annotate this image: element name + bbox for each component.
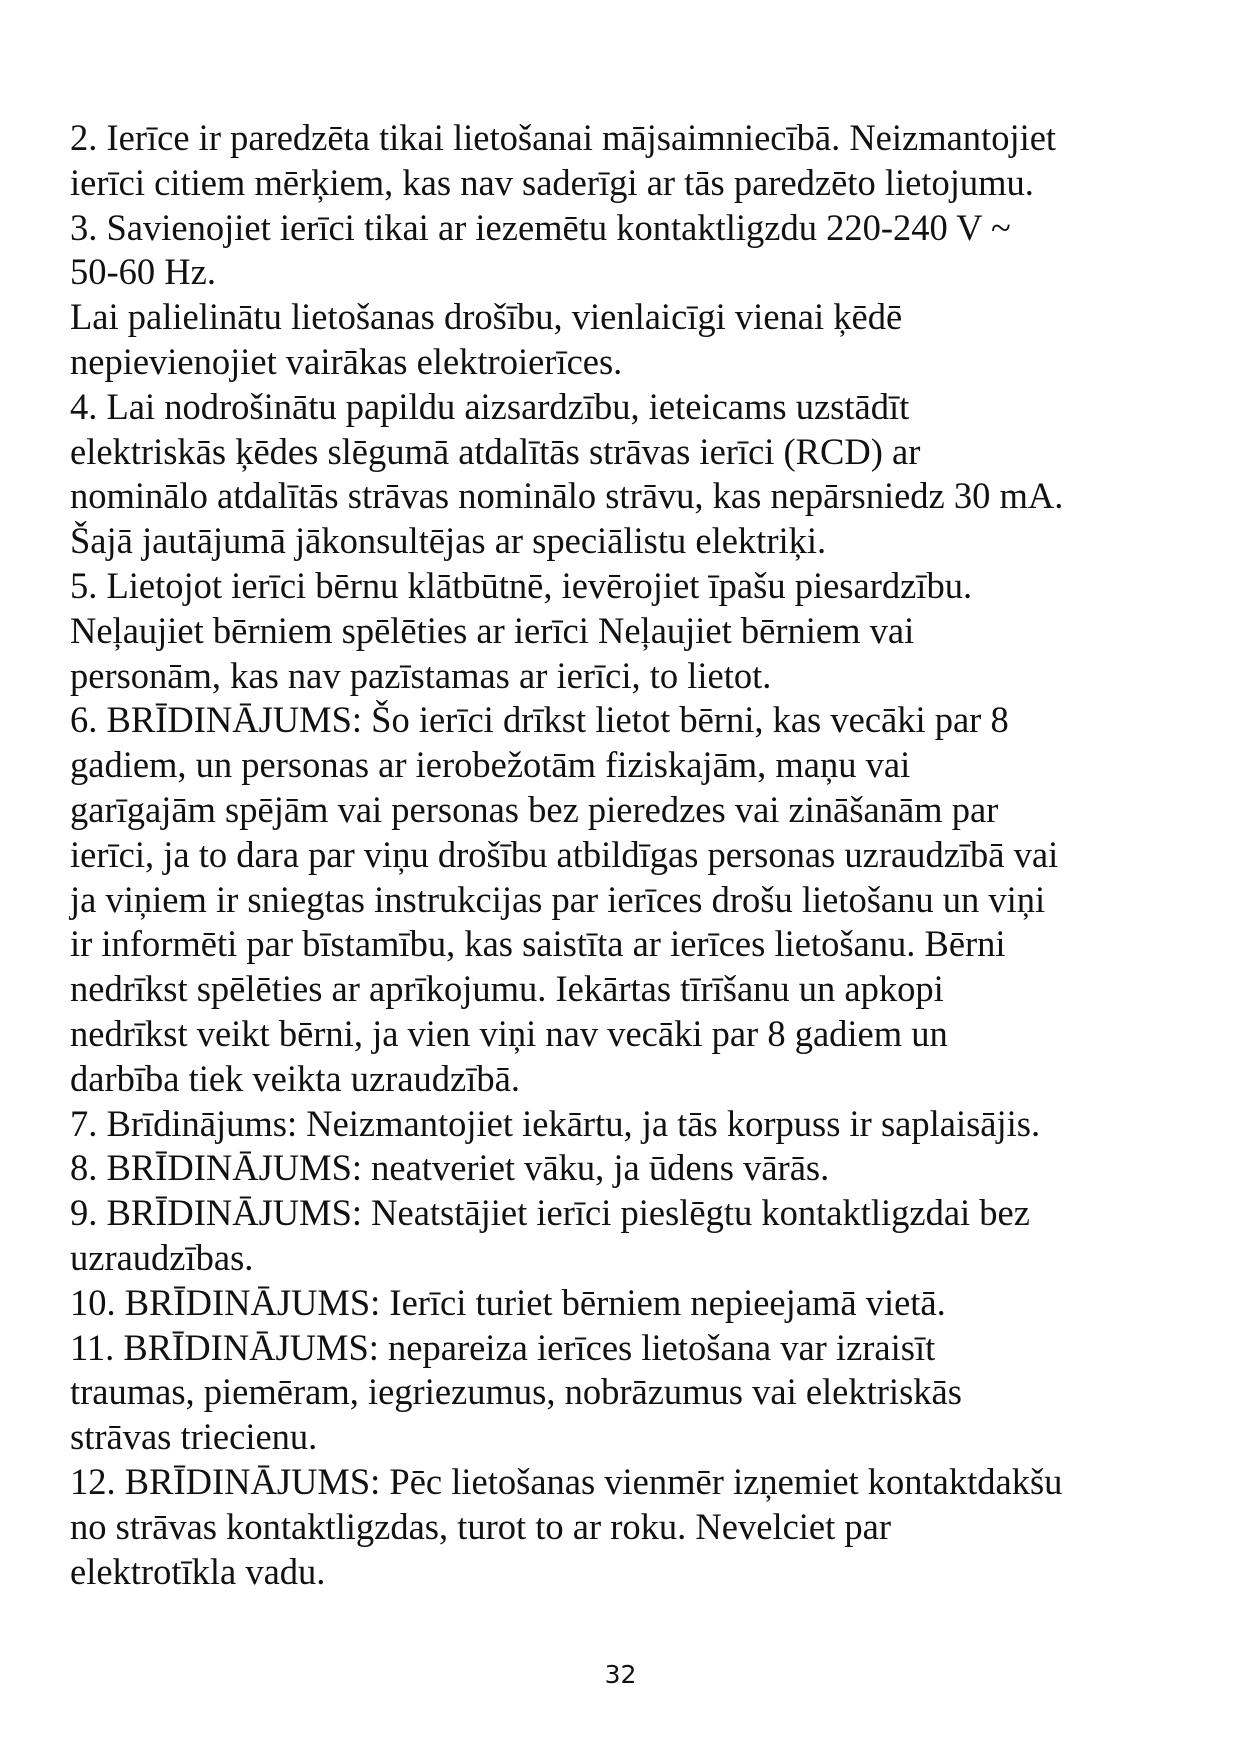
text-line: 12. BRĪDINĀJUMS: Pēc lietošanas vienmēr izņemiet kontaktdakšu	[70, 1460, 1063, 1502]
paragraph-item-3	[70, 206, 1170, 296]
text-line: 8. BRĪDINĀJUMS: neatveriet vāku, ja ūdens vārās.	[70, 1147, 830, 1189]
text-line: uzraudzības.	[70, 1236, 254, 1278]
paragraph-item-3-note	[70, 295, 1170, 385]
text-line: nepievienojiet vairākas elektroierīces.	[70, 340, 623, 382]
text-line: 11. BRĪDINĀJUMS: nepareiza ierīces lietošana var izraisīt	[70, 1326, 936, 1368]
text-line: ja viņiem ir sniegtas instrukcijas par ierīces drošu lietošanu un viņi	[70, 878, 1046, 920]
text-line: nominālo atdalītās strāvas nominālo strāvu, kas nepārsniedz 30 mA.	[70, 475, 1064, 517]
paragraph-item-5	[70, 564, 1170, 698]
text-line: nedrīkst veikt bērni, ja vien viņi nav vecāki par 8 gadiem un	[70, 1012, 948, 1054]
text-line: Neļaujiet bērniem spēlēties ar ierīci Neļaujiet bērniem vai	[70, 609, 915, 651]
text-line: nedrīkst spēlēties ar aprīkojumu. Iekārtas tīrīšanu un apkopi	[70, 968, 944, 1010]
text-line: 3. Savienojiet ierīci tikai ar iezemētu kontaktligzdu 220-240 V ~	[70, 206, 1011, 248]
paragraph-item-9	[70, 1191, 1170, 1281]
text-line: darbība tiek veikta uzraudzībā.	[70, 1057, 520, 1099]
text-line: Šajā jautājumā jākonsultējas ar speciālistu elektriķi.	[70, 520, 827, 562]
text-line: 7. Brīdinājums: Neizmantojiet iekārtu, ja tās korpuss ir saplaisājis.	[70, 1102, 1041, 1144]
text-line: 9. BRĪDINĀJUMS: Neatstājiet ierīci pieslēgtu kontaktligzdai bez	[70, 1192, 1030, 1234]
text-line: Lai palielinātu lietošanas drošību, vienlaicīgi vienai ķēdē	[70, 296, 903, 338]
text-line: gadiem, un personas ar ierobežotām fiziskajām, maņu vai	[70, 744, 911, 786]
text-line: ierīci, ja to dara par viņu drošību atbildīgas personas uzraudzībā vai	[70, 833, 1059, 875]
paragraph-item-11	[70, 1326, 1170, 1460]
paragraph-item-2	[70, 116, 1170, 206]
text-line: 2. Ierīce ir paredzēta tikai lietošanai mājsaimniecībā. Neizmantojiet	[70, 117, 1057, 158]
document-body	[70, 116, 1170, 1594]
text-line: strāvas triecienu.	[70, 1416, 318, 1458]
text-line: ir informēti par bīstamību, kas saistīta ar ierīces lietošanu. Bērni	[70, 923, 1006, 965]
text-line: 50-60 Hz.	[70, 251, 216, 293]
text-line: elektriskās ķēdes slēgumā atdalītās strāvas ierīci (RCD) ar	[70, 430, 921, 472]
text-line: garīgajām spējām vai personas bez pieredzes vai zināšanām par	[70, 788, 999, 830]
text-line: no strāvas kontaktligzdas, turot to ar roku. Nevelciet par	[70, 1505, 892, 1547]
text-line: 6. BRĪDINĀJUMS: Šo ierīci drīkst lietot bērni, kas vecāki par 8	[70, 699, 1009, 741]
text-line: traumas, piemēram, iegriezumus, nobrāzumus vai elektriskās	[70, 1371, 962, 1413]
text-line: personām, kas nav pazīstamas ar ierīci, to lietot.	[70, 654, 772, 696]
page-number: 32	[604, 1660, 637, 1689]
text-line: 4. Lai nodrošinātu papildu aizsardzību, ieteicams uzstādīt	[70, 385, 910, 427]
paragraph-item-8	[70, 1146, 1170, 1191]
text-line: 5. Lietojot ierīci bērnu klātbūtnē, ievērojiet īpašu piesardzību.	[70, 564, 973, 606]
paragraph-item-12	[70, 1460, 1170, 1594]
text-line: elektrotīkla vadu.	[70, 1550, 326, 1592]
paragraph-item-10	[70, 1281, 1170, 1326]
text-line: ierīci citiem mērķiem, kas nav saderīgi ar tās paredzēto lietojumu.	[70, 161, 1034, 203]
text-line: 10. BRĪDINĀJUMS: Ierīci turiet bērniem nepieejamā vietā.	[70, 1281, 946, 1323]
paragraph-item-4	[70, 385, 1170, 564]
paragraph-item-6	[70, 698, 1170, 1101]
paragraph-item-7	[70, 1102, 1170, 1147]
